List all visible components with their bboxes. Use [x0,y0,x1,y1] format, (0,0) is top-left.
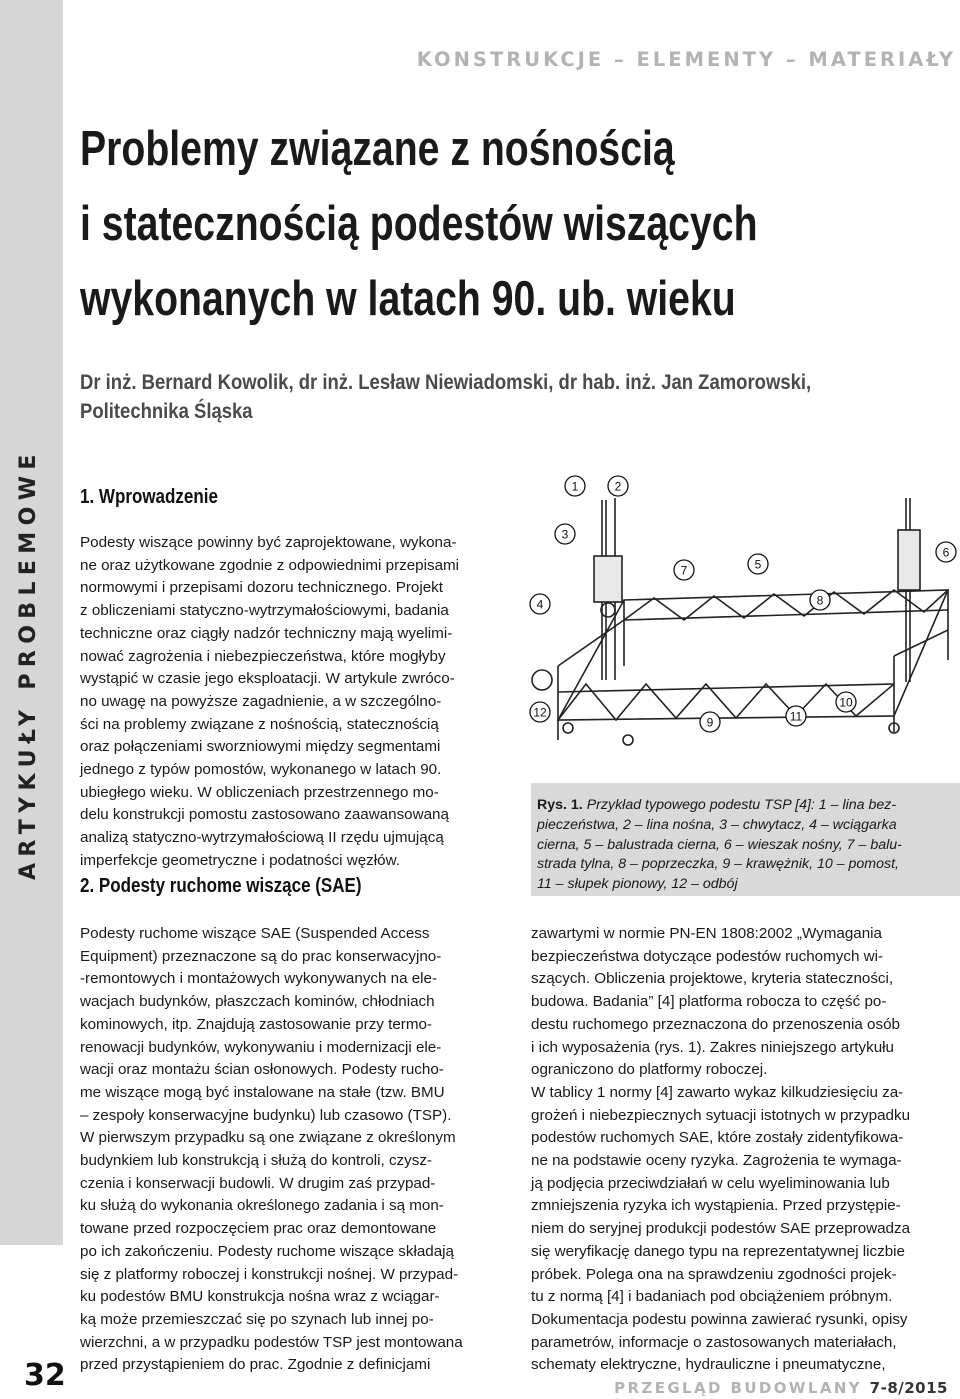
figure-label-text: 8 [816,593,824,608]
paragraph-line: wacji oraz montażu ścian osłonowych. Podesty rucho- [80,1061,444,1079]
paragraph-line: kominowych, itp. Znajdują zastosowanie przy termo- [80,1015,432,1033]
paragraph-line: grożeń i niebezpiecznych sytuacji istotnych w przypadku [531,1106,911,1124]
paragraph-line: nować zagrożenia i niebezpieczeństwa, które mogłyby [80,647,446,665]
journal-name: PRZEGLĄD BUDOWLANY [614,1379,863,1397]
title-line: i statecznością podestów wiszących [80,197,758,251]
paragraph-line: Podesty wiszące powinny być zaprojektowane, wykona- [80,534,457,551]
figure-label [565,476,585,496]
paragraph-line: Dokumentacja podestu powinna zawierać rysunki, opisy [531,1310,908,1328]
paragraph-line: próbek. Polega ona na sprawdzeniu zgodności projek- [531,1265,897,1283]
authors-line: Politechnika Śląska [80,400,253,423]
caption-text: Przykład typowego podestu TSP [4]: 1 – lina bez- [582,797,897,813]
paragraph-line: przed przystąpieniem do prac. Zgodnie z definicjami [80,1356,431,1374]
figure-label [786,706,806,726]
paragraph-line: zmniejszenia ryzyka ich wystąpienia. Przed przystępie- [531,1197,901,1215]
figure-label-text: 11 [789,709,803,724]
paragraph-line: wierzchni, a w przypadku podestów TSP jest montowana [80,1333,463,1351]
caption-line: cierna, 5 – balustrada cierna, 6 – wieszak nośny, 7 – balu- [537,836,902,853]
caption-line: strada tylna, 8 – poprzeczka, 9 – krawężnik, 10 – pomost, [537,856,899,873]
figure-label-text: 5 [754,557,762,572]
figure-label-text: 2 [614,479,622,494]
paragraph-line: ograniczono do platformy roboczej. [531,1061,768,1079]
figure-label [700,712,720,732]
paragraph-line: destu ruchomego przeznaczona do przenoszenia osób [531,1015,900,1033]
figure-label [608,476,628,496]
paragraph-line: -remontowych i montażowych wykonywanych na ele- [80,970,438,988]
paragraph-line: ku podestów BMU konstrukcja nośna wraz z wciągar- [80,1288,440,1306]
paragraph-line: i ich wyposażenia (rys. 1). Zakres niniejszego artykułu [531,1038,894,1056]
paragraph-line: wacjach budynków, płaszczach kominów, chłodniach [80,993,435,1011]
paragraph-line: ku służą do wykonania określonego zadania i są mon- [80,1197,444,1215]
sidebar [0,0,63,1245]
paragraph-line: zawartymi w normie PN-EN 1808:2002 „Wymagania [531,925,882,942]
section1-heading: 1. Wprowadzenie [80,486,218,508]
paragraph-line: imperfekcje geometryczne i podatności węzłów. [80,851,400,869]
paragraph-line: no uwagę na powyższe zagadnienie, a w szczególno- [80,692,442,710]
figure-label [936,542,956,562]
section2-heading: 2. Podesty ruchome wiszące (SAE) [80,875,362,897]
paragraph-line: z obliczeniami statyczno-wytrzymałościowymi, badania [80,602,449,620]
paragraph-line: tu z normą [4] i badaniach pod obciążeniem próbnym. [531,1288,893,1306]
figure-label-text: 4 [536,597,544,612]
paragraph-line: W pierwszym przypadku są one związane z określonym [80,1129,456,1147]
paragraph-line: się weryfikację danego typu na reprezentatywnej liczbie [531,1242,905,1260]
paragraph-line: jednego z typów pomostów, wykonanego w latach 90. [80,761,442,779]
figure-label [555,524,575,544]
issue-number: 7-8/2015 [869,1379,948,1397]
paragraph-line: podestów ruchomych SAE, które zostały zidentyfikowa- [531,1129,904,1147]
figure-label [836,692,856,712]
column-left-body [80,923,463,1377]
paragraph-line: się z platformy roboczej i konstrukcji nośnej. W przypad- [80,1265,459,1283]
figure-label-text: 1 [571,479,579,494]
paragraph-line: renowacji budynków, wykonywaniu i modernizacji ele- [80,1038,442,1056]
title-line: Problemy związane z nośnością [80,122,675,176]
paragraph-line: techniczne oraz ciągły nadzór techniczny mają wyelimi- [80,624,453,642]
title-line: wykonanych w latach 90. ub. wieku [80,272,736,326]
caption-prefix: Rys. 1. [537,797,583,813]
paragraph-line: me wiszące mogą być instalowane na stałe (tzw. BMU [80,1083,445,1101]
paragraph-line: schematy elektryczne, hydrauliczne i pneumatyczne, [531,1356,886,1374]
caption-line: 11 – słupek pionowy, 12 – odbój [537,876,738,893]
paragraph-line: oraz połączeniami sworzniowymi między segmentami [80,738,441,756]
figure-label [810,590,830,610]
figure-label-text: 9 [706,715,714,730]
section1-body [80,532,459,873]
paragraph-line: normowymi i przepisami dozoru technicznego. Projekt [80,579,443,597]
authors [80,368,811,426]
paragraph-line: ne na podstawie oceny ryzyka. Zagrożenia te wymaga- [531,1152,902,1170]
paragraph-line: towane przed rozpoczęciem prac oraz demontowane [80,1220,437,1238]
paragraph-line: bezpieczeństwa dotyczące podestów ruchomych wi- [531,947,884,965]
caption-line [537,796,902,816]
paragraph-line: parametrów, informacje o zastosowanych materiałach, [531,1333,897,1351]
paragraph-line: ją podjęcia przeciwdziałań w celu wyeliminowania lub [531,1174,890,1192]
paragraph-line: Equipment) przeznaczone są do prac konserwacyjno- [80,947,442,965]
paragraph-line: wystąpić w czasie jego eksploatacji. W artykule zwróco- [80,670,455,688]
paragraph-line: analizą statyczno-wytrzymałościową II rzędu ujmującą [80,829,444,847]
figure-label-text: 3 [561,527,569,542]
paragraph-line: szących. Obliczenia projektowe, kryteria stateczności, [531,970,894,988]
paragraph-line: Podesty ruchome wiszące SAE (Suspended Access [80,925,430,942]
page-title [80,112,768,337]
paragraph-line: niem do seryjnej produkcji podestów SAE przeprowadza [531,1220,911,1238]
sidebar-label: ARTYKUŁY PROBLEMOWE [16,448,41,880]
paragraph-line: ubiegłego wieku. W obliczeniach przestrzennego mo- [80,783,439,801]
paragraph-line: delu konstrukcji pomostu zastosowano zaawansowaną [80,806,449,824]
figure-label [530,702,550,722]
figure-label [674,560,694,580]
figure-label-text: 12 [533,705,547,720]
paragraph-line: budowa. Badania” [4] platforma robocza to część po- [531,993,887,1011]
figure-label-text: 10 [839,695,853,710]
paragraph-line: po ich zakończeniu. Podesty ruchome wiszące składają [80,1242,454,1260]
platform-figure [528,470,960,780]
paragraph-line: budynkiem lub konstrukcją i służą do kontroli, czysz- [80,1152,432,1170]
paragraph-line: czenia i konserwacji budowli. W drugim zaś przypad- [80,1174,436,1192]
footer [614,1379,948,1397]
figure-label-text: 7 [680,563,688,578]
caption-line: pieczeństwa, 2 – lina nośna, 3 – chwytacz, 4 – wciągarka [537,816,897,833]
figure-label [530,594,550,614]
column-right-body [531,923,910,1377]
figure-label [748,554,768,574]
paragraph-line: ści na problemy związane z nośnością, statecznością [80,715,439,733]
section-header: KONSTRUKCJE – ELEMENTY – MATERIAŁY [416,48,956,71]
paragraph-line: ne oraz użytkowane zgodnie z odpowiednimi przepisami [80,556,460,574]
figure-caption [537,796,902,895]
paragraph-line: W tablicy 1 normy [4] zawarto wykaz kilkudziesięciu za- [531,1083,904,1101]
paragraph-line: – zespoły konserwacyjne budynku) lub czasowo (TSP). [80,1106,452,1124]
page-number: 32 [24,1358,66,1393]
figure-label-text: 6 [942,545,950,560]
authors-line: Dr inż. Bernard Kowolik, dr inż. Lesław Niewiadomski, dr hab. inż. Jan Zamorowski, [80,371,812,394]
paragraph-line: ką może przemieszczać się po szynach lub innej po- [80,1310,434,1328]
